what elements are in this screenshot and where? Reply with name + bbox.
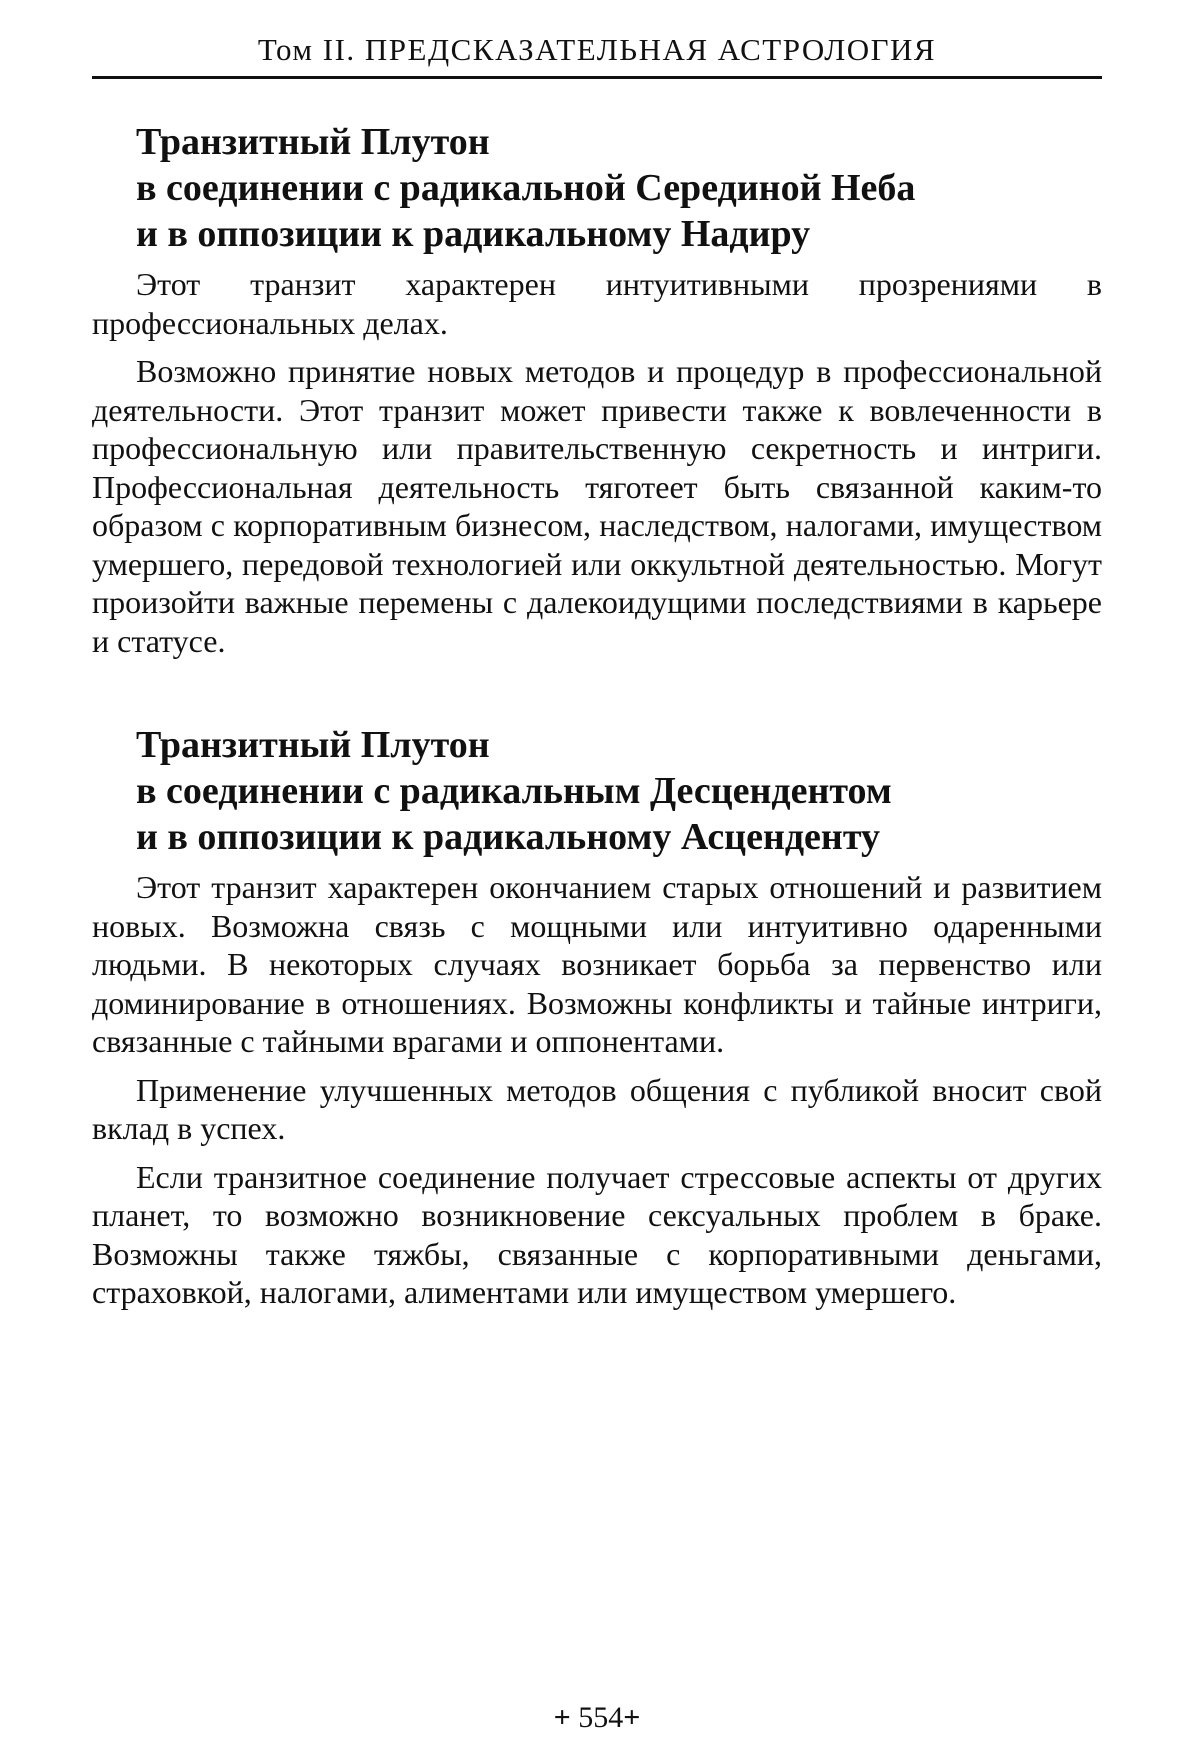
running-head: Том II. ПРЕДСКАЗАТЕЛЬНАЯ АСТРОЛОГИЯ [92,30,1102,79]
section-heading-line: и в оппозиции к радикальному Асценденту [136,816,880,858]
section-heading-line: и в оппозиции к радикальному Надиру [136,213,811,255]
page-folio [92,1700,1102,1736]
body-paragraph: Если транзитное соединение получает стрессовые аспекты от других планет, то возможно возникновение сексуальных проблем в браке. Возможны также тяжбы, связанные с корпоративными деньгами, страховкой, налогами, алиментами или имуществом умершего. [92,1158,1102,1310]
folio-ornament-left: + [553,1701,571,1734]
body-paragraph: Возможно принятие новых методов и процедур в профессиональной деятельности. Этот транзит может привести также к вовлеченности в профессиональную или правительственную секретность и интриги. Профессиональная деятельность тяготеет быть связанной каким-то образом с корпоративным бизнесом, наследством, налогами, имуществом умершего, передовой технологией или оккультной деятельностью. Могут произойти важные перемены с далекоидущими последствиями в карьере и статусе. [92,353,1102,659]
body-paragraph: Применение улучшенных методов общения с публикой вносит свой вклад в успех. [92,1071,1102,1146]
book-page [92,30,1102,1740]
page-number: 554 [578,1701,624,1734]
body-paragraph: Этот транзит характерен интуитивными прозрениями в профессиональных делах. [92,266,1102,341]
section-heading-line: в соединении с радикальной Серединой Неба [136,167,916,209]
section-heading [92,119,1102,257]
folio-ornament-right: + [623,1701,641,1734]
section-heading-line: Транзитный Плутон [136,724,490,766]
section-heading-line: Транзитный Плутон [136,121,490,163]
body-paragraph: Этот транзит характерен окончанием старых отношений и развитием новых. Возможна связь с мощными или интуитивно одаренными людьми. В некоторых случаях возникает борьба за первенство или доминирование в отношениях. Возможны конфликты и тайные интриги, связанные с тайными врагами и оппонентами. [92,869,1102,1059]
section-heading [92,722,1102,860]
section-heading-line: в соединении с радикальным Десцендентом [136,770,892,812]
